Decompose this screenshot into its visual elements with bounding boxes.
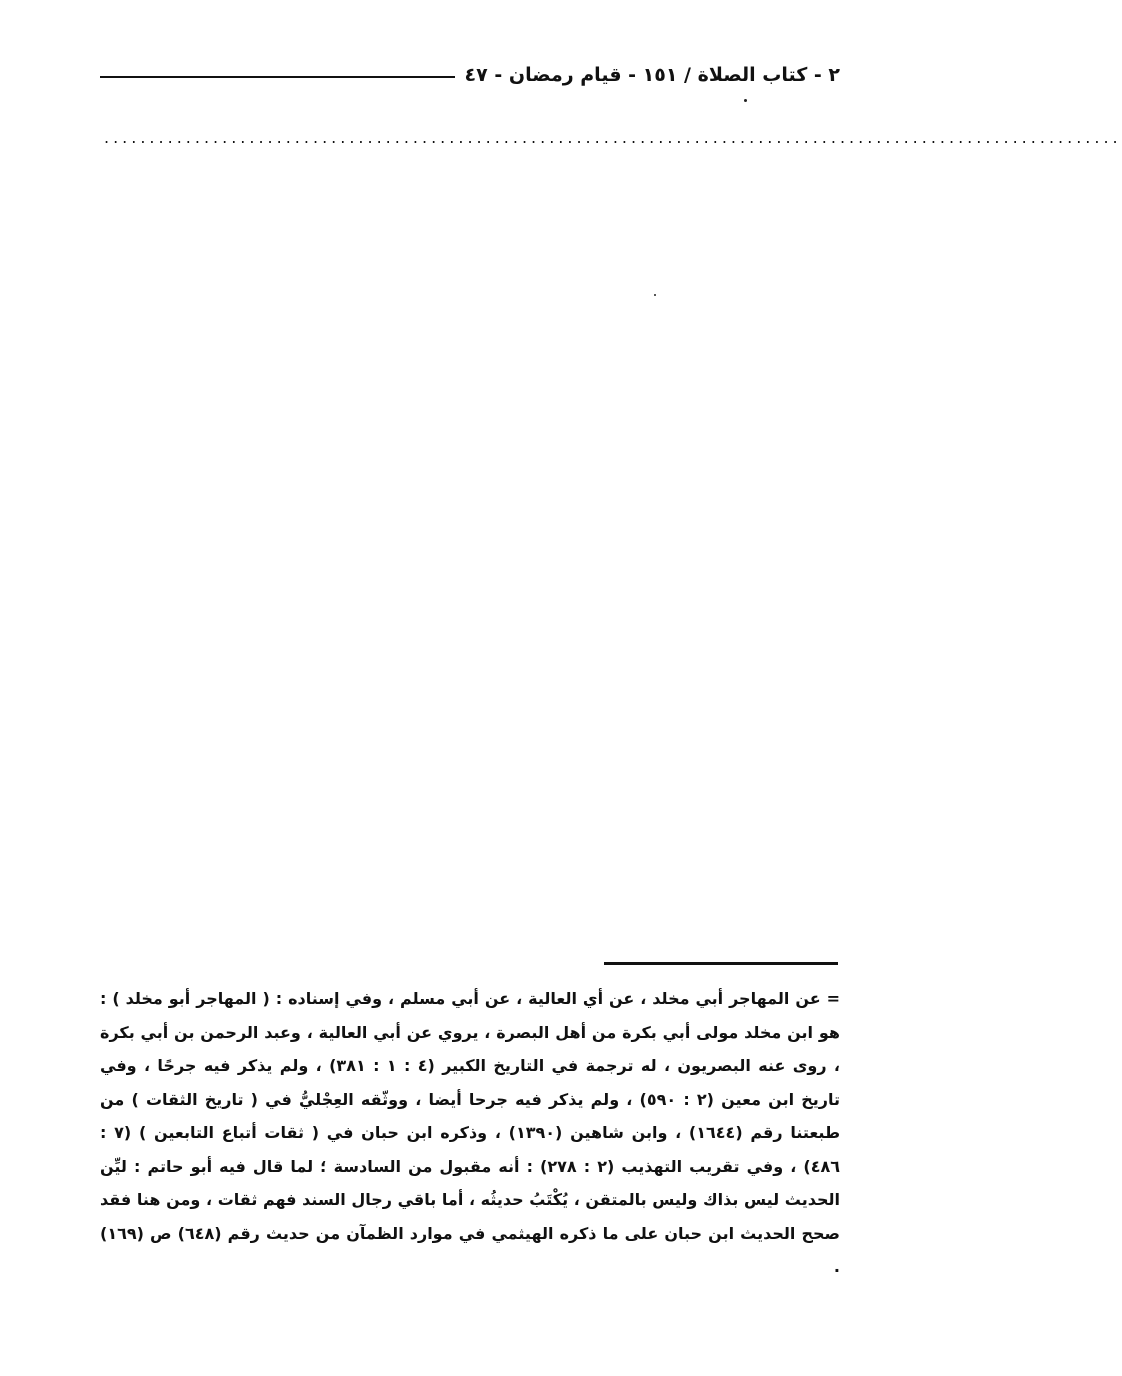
footnote-text: = عن المهاجر أبي مخلد ، عن أي العالية ، عن أبي مسلم ، وفي إسناده : ( المهاجر أبو مخلد ) : هو ابن مخلد مولى أبي بكرة من أهل البصرة ، يروي عن أبي العالية ، وعبد الرحمن بن أبي بكرة ، روى عنه البصريون ، له ترجمة في التاريخ الكبير (٤ : ١ : ٣٨١) ، ولم يذكر فيه جرحًا ، وفي تاريخ ابن معين (٢ : ٥٩٠) ، ولم يذكر فيه جرحا أيضا ، ووثّقه العِجْليُّ في ( تاريخ الثقات ) من طبعتنا رقم (١٦٤٤) ، وابن شاهين (١٣٩٠) ، وذكره ابن حبان في ( ثقات أتباع التابعين ) (٧ : ٤٨٦) ، وفي تقريب التهذيب (٢ : ٢٧٨) : أنه مقبول من السادسة ؛ لما قال فيه أبو حاتم : ليِّن الحديث ليس بذاك وليس بالمتقن ، يُكْتَبُ حديثُه ، أما باقي رجال السند فهم ثقات ، ومن هنا فقد صحح الحديث ابن حبان على ما ذكره الهيثمي في موارد الظمآن من حديث رقم (٦٤٨) ص (١٦٩) . bbox=[100, 989, 841, 1276]
scan-speck bbox=[744, 99, 747, 102]
header-rule bbox=[100, 76, 455, 78]
dotted-separator: ................................................................................................................ bbox=[104, 128, 1122, 147]
running-title: ٢ - كتاب الصلاة / ١٥١ - قيام رمضان - ٤٧ bbox=[464, 64, 840, 86]
page-header bbox=[100, 58, 840, 92]
scan-speck bbox=[654, 294, 656, 296]
footnote-rule bbox=[604, 962, 838, 965]
